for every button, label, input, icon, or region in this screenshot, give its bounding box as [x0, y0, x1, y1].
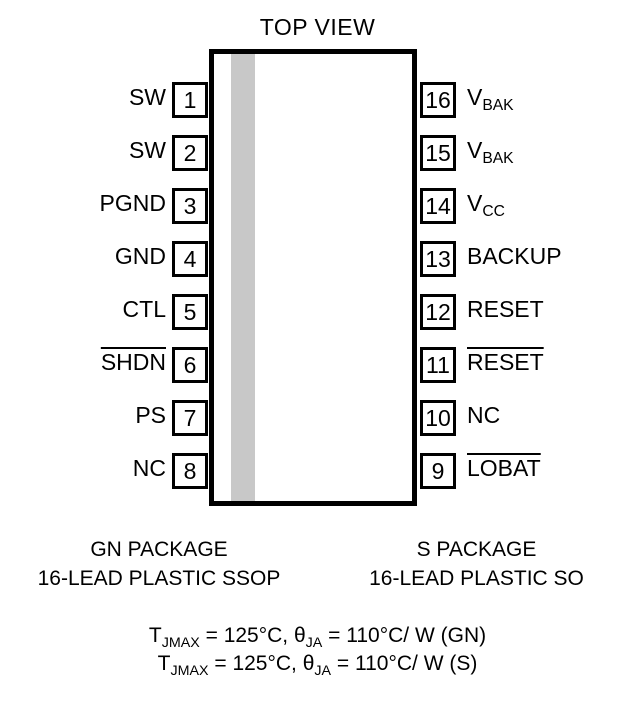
- pin-label-12: RESET: [467, 296, 544, 322]
- pin-label-11: RESET: [467, 349, 544, 375]
- pin-number-box-16: 16: [420, 82, 456, 118]
- pin-label-15: [467, 138, 514, 166]
- pin-label-1: SW: [128, 84, 166, 110]
- thermal-s-post: = 110°C/ W (S): [331, 652, 478, 675]
- pin-label-4: GND: [114, 243, 166, 269]
- pin-label-16: [467, 85, 514, 113]
- left-package-desc: 16-LEAD PLASTIC SSOP: [37, 567, 281, 590]
- diagram-title: TOP VIEW: [259, 14, 376, 40]
- pin-label-13: BACKUP: [467, 243, 562, 269]
- pin-number-box-1: 1: [172, 82, 208, 118]
- pin-number-box-11: 11: [420, 347, 456, 383]
- thermal-gn-sub1: JMAX: [161, 634, 200, 651]
- pin-number-box-6: 6: [172, 347, 208, 383]
- pin-number-box-10: 10: [420, 400, 456, 436]
- pin-label-3: PGND: [99, 190, 166, 216]
- pin-label-10: NC: [467, 402, 501, 428]
- thermal-spec-gn: [0, 622, 635, 652]
- pin-label-6: SHDN: [100, 349, 166, 375]
- pin-label-2: SW: [128, 137, 166, 163]
- pin-number-box-15: 15: [420, 135, 456, 171]
- package-notch-stripe: [231, 54, 255, 501]
- thermal-s-mid: = 125°C, θ: [208, 652, 315, 675]
- pin-label-15-text: V: [467, 137, 483, 163]
- thermal-s-sub1: JMAX: [170, 662, 209, 679]
- right-package-name: S PACKAGE: [416, 538, 537, 561]
- pin-number-box-9: 9: [420, 453, 456, 489]
- pin-label-16-text: V: [467, 84, 483, 110]
- pin-label-15-sub: BAK: [482, 150, 514, 167]
- thermal-s-pre: T: [157, 652, 171, 675]
- pin-label-14-sub: CC: [482, 203, 505, 220]
- left-package-name: GN PACKAGE: [90, 538, 228, 561]
- pin-number-box-13: 13: [420, 241, 456, 277]
- pin-label-14-text: V: [467, 190, 483, 216]
- pin-label-14: [467, 191, 505, 219]
- pin-number-box-3: 3: [172, 188, 208, 224]
- thermal-s-sub2: JA: [314, 662, 332, 679]
- pin-number-box-4: 4: [172, 241, 208, 277]
- right-package-desc: 16-LEAD PLASTIC SO: [369, 567, 584, 590]
- thermal-gn-post: = 110°C/ W (GN): [322, 624, 487, 647]
- thermal-gn-pre: T: [148, 624, 162, 647]
- pin-number-box-14: 14: [420, 188, 456, 224]
- pin-label-9: LOBAT: [467, 455, 541, 481]
- pin-number-box-12: 12: [420, 294, 456, 330]
- pin-label-8: NC: [132, 455, 166, 481]
- pin-number-box-8: 8: [172, 453, 208, 489]
- thermal-gn-sub2: JA: [305, 634, 323, 651]
- pin-label-7: PS: [135, 402, 166, 428]
- pin-number-box-7: 7: [172, 400, 208, 436]
- pin-number-box-5: 5: [172, 294, 208, 330]
- pin-number-box-2: 2: [172, 135, 208, 171]
- pin-label-16-sub: BAK: [482, 97, 514, 114]
- thermal-gn-mid: = 125°C, θ: [199, 624, 306, 647]
- pin-label-5: CTL: [122, 296, 166, 322]
- thermal-spec-s: [0, 650, 635, 680]
